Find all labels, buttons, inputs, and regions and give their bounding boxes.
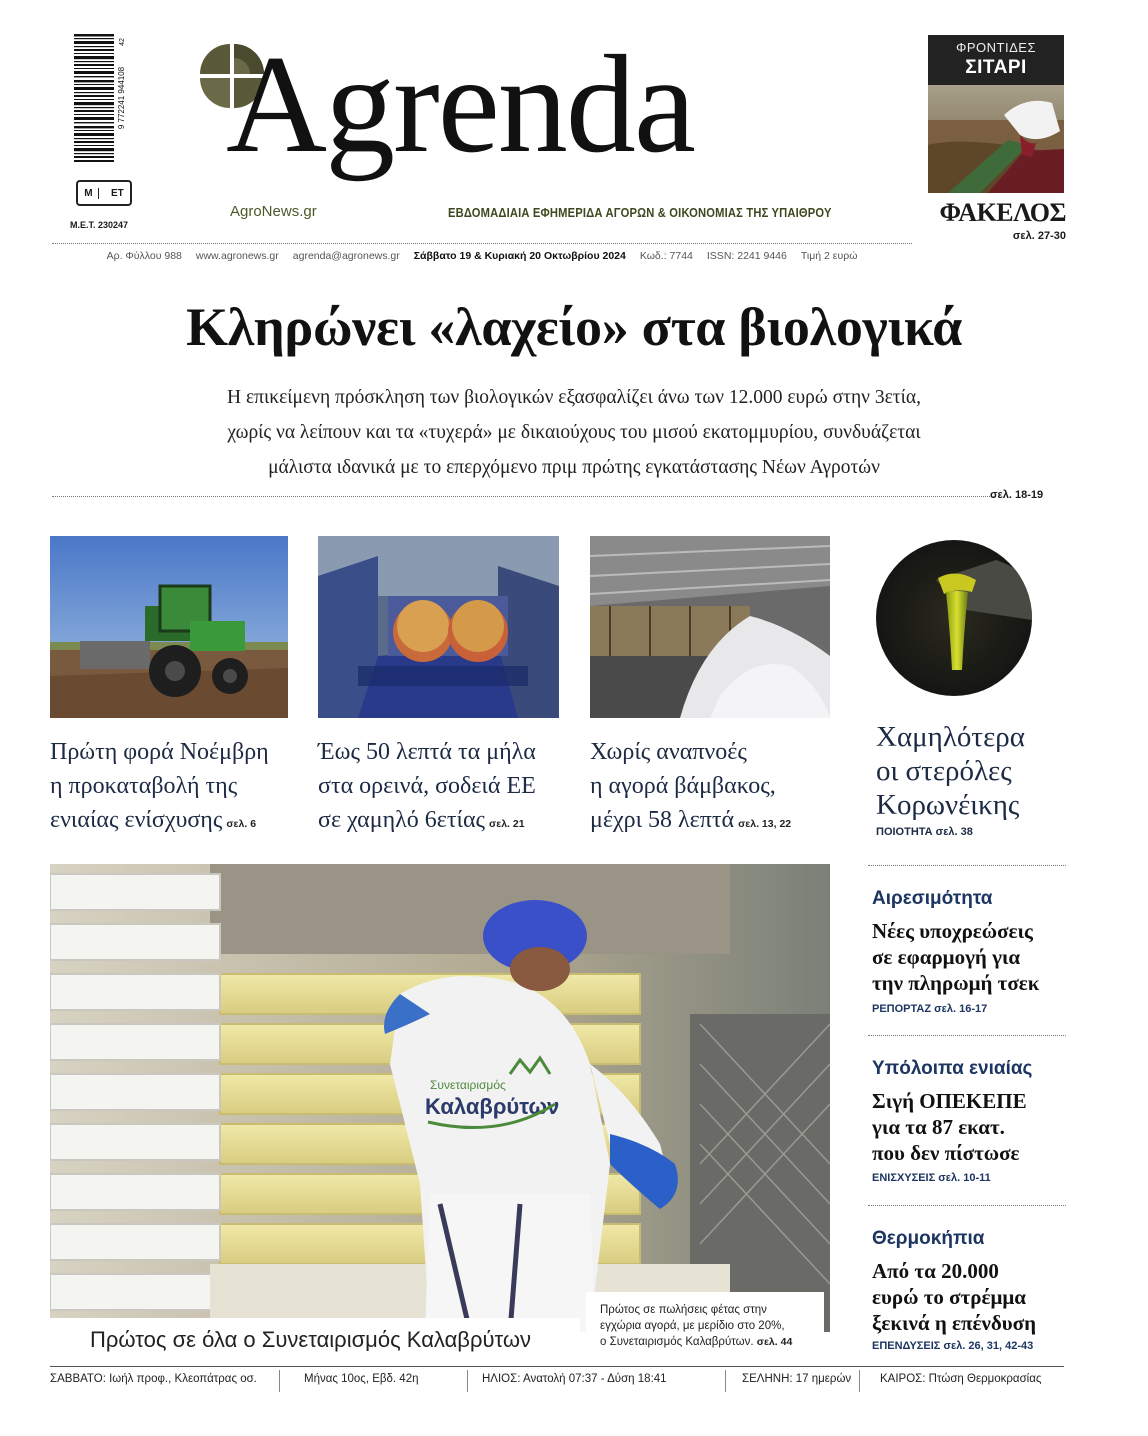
story-pages: σελ. 21 xyxy=(489,818,525,830)
main-photo-caption[interactable]: Πρώτος σε όλα ο Συνεταιρισμός Καλαβρύτων xyxy=(50,1318,580,1362)
story-line: ενιαίας ενίσχυσης xyxy=(50,807,223,833)
sidebar-line: Σιγή ΟΠΕΚΕΠΕ xyxy=(872,1089,1027,1113)
story-2-headline[interactable] xyxy=(318,735,578,841)
olive-oil-photo[interactable] xyxy=(876,540,1032,696)
teaser-label: ΦΑΚΕΛΟΣ xyxy=(939,198,1066,227)
barcode xyxy=(72,32,130,164)
olive-line: Χαμηλότερα xyxy=(876,721,1025,753)
apples-photo[interactable] xyxy=(318,536,559,718)
olive-line: οι στερόλες xyxy=(876,755,1012,787)
story-line: Χωρίς αναπνοές xyxy=(590,739,747,765)
sidebar-line: που δεν πίστωσε xyxy=(872,1141,1020,1165)
lead-deck-line: Η επικείμενη πρόσκληση των βιολογικών εξασφαλίζει άνω των 12.000 ευρώ στην 3ετία, xyxy=(227,387,921,408)
sidebar-line: ευρώ το στρέμμα xyxy=(872,1285,1026,1309)
olive-headline[interactable] xyxy=(876,720,1066,822)
lead-deck-line: μάλιστα ιδανικά με το επερχόμενο πριμ πρώτης εγκατάστασης Νέων Αγροτών xyxy=(268,457,880,478)
sidebar-divider xyxy=(868,1035,1066,1036)
story-line: στα ορεινά, σοδειά ΕΕ xyxy=(318,773,536,799)
site-name: AgroNews.gr xyxy=(230,203,317,220)
teaser-title: ΣΙΤΑΡΙ xyxy=(965,57,1027,78)
sidebar-kicker: Θερμοκήπια xyxy=(872,1228,985,1249)
masthead-divider xyxy=(52,243,912,244)
side-caption-line: εγχώρια αγορά, με μερίδιο στο 20%, xyxy=(600,1320,785,1332)
story-line: Έως 50 λεπτά τα μήλα xyxy=(318,739,536,765)
story-pages: σελ. 13, 22 xyxy=(738,818,792,830)
olive-line: Κορωνέικης xyxy=(876,789,1020,821)
sidebar-tag: ΕΝΙΣΧΥΣΕΙΣ σελ. 10-11 xyxy=(872,1172,991,1184)
masthead-tagline: ΕΒΔΟΜΑΔΙΑΙΑ ΕΦΗΜΕΡΙΔΑ ΑΓΟΡΩΝ & ΟΙΚΟΝΟΜΙΑΣ ΤΗΣ ΥΠΑΙΘΡΟΥ xyxy=(448,205,832,220)
sidebar-headline[interactable] xyxy=(872,918,1072,996)
issue-date: Σάββατο 19 & Κυριακή 20 Οκτωβρίου 2024 xyxy=(413,250,626,262)
footer-saints: ΣΑΒΒΑΤΟ: Ιωήλ προφ., Κλεοπάτρας οσ. xyxy=(50,1370,280,1392)
lead-deck-line: χωρίς να λείπουν και τα «τυχερά» με δικαιούχους του μισού εκατομμυρίου, συνδυάζεται xyxy=(227,422,921,443)
lead-headline[interactable]: Κληρώνει «λαχείο» στα βιολογικά xyxy=(186,297,962,357)
issue-info-line xyxy=(52,250,912,262)
sidebar-headline[interactable] xyxy=(872,1088,1072,1166)
olive-tag: ΠΟΙΟΤΗΤΑ σελ. 38 xyxy=(876,826,973,838)
story-1-headline[interactable] xyxy=(50,735,300,841)
shirt-small-text: Συνεταιρισμός xyxy=(430,1078,506,1092)
sidebar-line: ξεκινά η επένδυση xyxy=(872,1311,1037,1335)
sidebar-headline[interactable] xyxy=(872,1258,1072,1336)
teaser-kicker: ΦΡΟΝΤΙΔΕΣ xyxy=(956,40,1036,55)
cheese-factory-photo[interactable] xyxy=(50,864,830,1332)
issue-code: Κωδ.: 7744 xyxy=(639,250,693,262)
story-3-headline[interactable] xyxy=(590,735,850,841)
lead-divider xyxy=(52,496,994,497)
met-left: M xyxy=(84,188,98,199)
met-right: ET xyxy=(111,187,124,199)
footer-weather: ΚΑΙΡΟΣ: Πτώση Θερμοκρασίας xyxy=(880,1373,1042,1385)
story-line: η προκαταβολή της xyxy=(50,773,238,799)
side-caption-line: Πρώτος σε πωλήσεις φέτας στην xyxy=(600,1304,767,1316)
story-line: Πρώτη φορά Νοέμβρη xyxy=(50,739,269,765)
sidebar-line: την πληρωμή τσεκ xyxy=(872,971,1040,995)
issue-web[interactable]: www.agronews.gr xyxy=(195,250,279,262)
sidebar-line: για τα 87 εκατ. xyxy=(872,1115,1005,1139)
issue-number: Αρ. Φύλλου 988 xyxy=(106,250,182,262)
footer-moon: ΣΕΛΗΝΗ: 17 ημερών xyxy=(726,1370,860,1392)
issue-issn: ISSN: 2241 9446 xyxy=(706,250,787,262)
story-line: σε χαμηλό 6ετίας xyxy=(318,807,486,833)
lead-deck xyxy=(70,380,1078,485)
met-badge xyxy=(76,180,132,206)
side-caption-line: ο Συνεταιρισμός Καλαβρύτων. xyxy=(600,1336,754,1348)
story-pages: σελ. 6 xyxy=(226,818,257,830)
side-caption-pages: σελ. 44 xyxy=(756,1336,793,1348)
met-code: Μ.Ε.Τ. 230247 xyxy=(70,220,129,230)
tractor-photo[interactable] xyxy=(50,536,288,718)
barcode-addon: 42 xyxy=(119,38,126,46)
teaser-pages: σελ. 27-30 xyxy=(1012,230,1066,242)
wheat-seed-photo xyxy=(928,85,1064,193)
issue-price: Τιμή 2 ευρώ xyxy=(800,250,858,262)
sidebar-tag: ΕΠΕΝΔΥΣΕΙΣ σελ. 26, 31, 42-43 xyxy=(872,1340,1034,1352)
logo-wordmark: Agrenda xyxy=(226,27,695,182)
issue-email[interactable]: agrenda@agronews.gr xyxy=(292,250,400,262)
sidebar-line: Νέες υποχρεώσεις xyxy=(872,919,1033,943)
footer-week: Μήνας 10ος, Εβδ. 42η xyxy=(280,1370,468,1392)
lead-pages: σελ. 18-19 xyxy=(990,489,1044,501)
main-photo-side-caption xyxy=(586,1292,824,1362)
sidebar-divider xyxy=(868,1205,1066,1206)
sidebar-kicker: Υπόλοιπα ενιαίας xyxy=(872,1058,1033,1079)
footer-bar xyxy=(50,1370,1064,1392)
cotton-warehouse-photo[interactable] xyxy=(590,536,830,718)
sidebar-kicker: Αιρεσιμότητα xyxy=(872,888,993,909)
barcode-number: 9 772241 944108 xyxy=(117,66,126,130)
sidebar-line: Από τα 20.000 xyxy=(872,1259,999,1283)
footer-divider xyxy=(50,1366,1064,1367)
story-line: η αγορά βάμβακος, xyxy=(590,773,776,799)
sidebar-line: σε εφαρμογή για xyxy=(872,945,1021,969)
footer-sun: ΗΛΙΟΣ: Ανατολή 07:37 - Δύση 18:41 xyxy=(468,1370,726,1392)
sidebar-divider xyxy=(868,865,1066,866)
shirt-big-text: Καλαβρύτων xyxy=(425,1094,560,1119)
story-line: μέχρι 58 λεπτά xyxy=(590,807,735,833)
sidebar-tag: ΡΕΠΟΡΤΑΖ σελ. 16-17 xyxy=(872,1003,988,1015)
